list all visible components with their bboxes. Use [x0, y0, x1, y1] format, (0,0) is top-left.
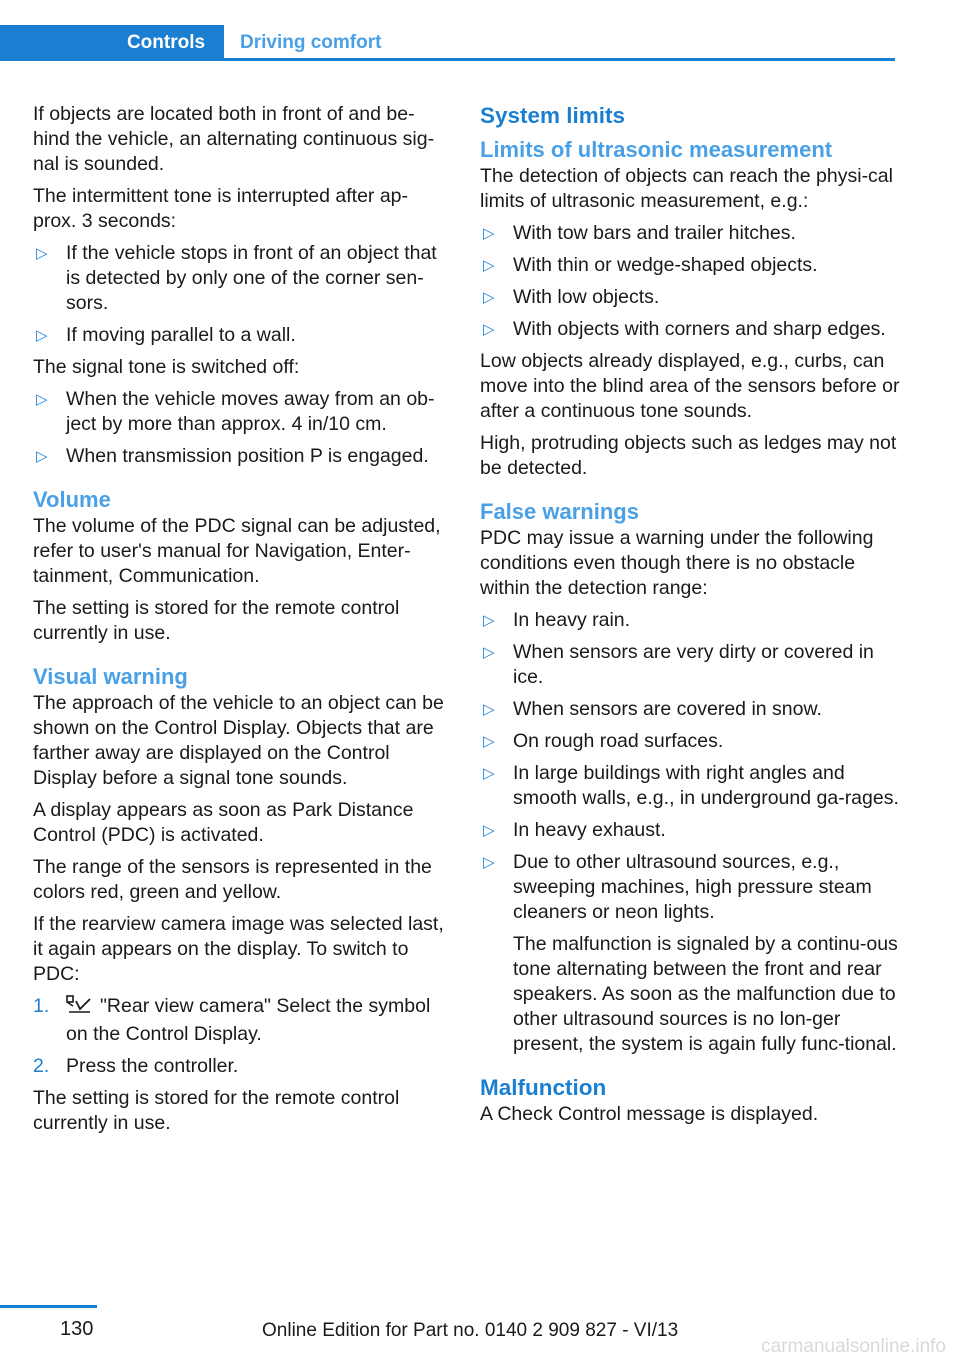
step-text: "Rear view camera" Select the symbol on the Control Display. — [66, 995, 431, 1045]
step-number: 2. — [33, 1055, 50, 1077]
triangle-bullet-icon: ▷ — [36, 391, 48, 408]
paragraph: The approach of the vehicle to an object can be shown on the Control Display. Objects that are farther away are displayed on the Control Display before a signal tone sounds. — [33, 692, 444, 789]
list-item-text: With low objects. — [513, 286, 660, 308]
section-heading: Volume — [33, 487, 111, 512]
paragraph: The setting is stored for the remote control currently in use. — [33, 597, 400, 644]
list-item — [480, 317, 900, 342]
bullet-list — [33, 241, 448, 348]
list-item — [480, 818, 900, 843]
paragraph: A display appears as soon as Park Distance Control (PDC) is activated. — [33, 799, 414, 846]
list-item-text: When sensors are covered in snow. — [513, 698, 822, 720]
triangle-bullet-icon: ▷ — [483, 321, 495, 338]
header-rule — [0, 58, 895, 61]
triangle-bullet-icon: ▷ — [36, 245, 48, 262]
step-text: Press the controller. — [66, 1055, 239, 1077]
section-heading: False warnings — [480, 499, 639, 524]
page-header — [0, 25, 895, 61]
left-column — [33, 102, 448, 1143]
paragraph: The intermittent tone is interrupted after ap-prox. 3 seconds: — [33, 185, 409, 232]
section-volume — [33, 486, 448, 646]
list-item — [33, 323, 448, 348]
page-number: 130 — [60, 1318, 94, 1340]
list-item-text: When sensors are very dirty or covered in ice. — [513, 641, 874, 688]
triangle-bullet-icon: ▷ — [483, 257, 495, 274]
list-item-text: When the vehicle moves away from an ob-ject by more than approx. 4 in/10 cm. — [66, 388, 435, 435]
page-number-rule — [0, 1305, 97, 1308]
right-column — [480, 102, 900, 1134]
triangle-bullet-icon: ▷ — [483, 701, 495, 718]
triangle-bullet-icon: ▷ — [36, 327, 48, 344]
section-false-warnings — [480, 498, 900, 1057]
triangle-bullet-icon: ▷ — [36, 448, 48, 465]
list-item-text: With thin or wedge-shaped objects. — [513, 254, 818, 276]
paragraph: The setting is stored for the remote control currently in use. — [33, 1087, 400, 1134]
step-item — [33, 1054, 448, 1079]
chapter-heading: System limits — [480, 103, 626, 128]
bullet-list — [480, 221, 900, 342]
tab-controls-label: Controls — [126, 32, 206, 53]
list-item — [480, 253, 900, 278]
list-item — [480, 697, 900, 722]
triangle-bullet-icon: ▷ — [483, 765, 495, 782]
paragraph: If the rearview camera image was selected last, it again appears on the display. To switch to PDC: — [33, 913, 444, 985]
paragraph: A Check Control message is displayed. — [480, 1103, 819, 1125]
list-item-text: In heavy exhaust. — [513, 819, 666, 841]
list-item-text: In heavy rain. — [513, 609, 631, 631]
paragraph: The volume of the PDC signal can be adjusted, refer to user's manual for Navigation, Enter-tainment, Communication. — [33, 515, 441, 587]
rear-view-camera-icon — [66, 995, 92, 1022]
section-heading: Limits of ultrasonic measurement — [480, 137, 833, 162]
step-item — [33, 994, 448, 1047]
list-item — [480, 729, 900, 754]
list-item-text: With tow bars and trailer hitches. — [513, 222, 796, 244]
list-item — [480, 640, 900, 690]
list-item — [480, 608, 900, 633]
list-item-note: The malfunction is signaled by a continu-ous tone alternating between the front and rear speakers. As soon as the malfunction due to other ultrasound sources is no lon-ger present, the system is again fully func-tional. — [513, 933, 898, 1055]
list-item — [480, 221, 900, 246]
paragraph: Low objects already displayed, e.g., curbs, can move into the blind area of the sensors before or after a continuous tone sounds. — [480, 350, 900, 422]
paragraph: The range of the sensors is represented in the colors red, green and yellow. — [33, 856, 432, 903]
section-visual-warning — [33, 663, 448, 1136]
tab-controls[interactable] — [0, 25, 224, 61]
list-item-text: On rough road surfaces. — [513, 730, 724, 752]
list-item-text: If moving parallel to a wall. — [66, 324, 296, 346]
edition-footer: Online Edition for Part no. 0140 2 909 827 - VI/13 — [262, 1320, 679, 1341]
list-item-text: If the vehicle stops in front of an object that is detected by only one of the corner sen-sors. — [66, 242, 437, 314]
watermark: carmanualsonline.info — [761, 1336, 946, 1357]
bullet-list — [33, 387, 448, 469]
chapter-heading: Malfunction — [480, 1075, 607, 1100]
step-number: 1. — [33, 995, 50, 1017]
triangle-bullet-icon: ▷ — [483, 733, 495, 750]
triangle-bullet-icon: ▷ — [483, 289, 495, 306]
list-item — [480, 761, 900, 811]
list-item-text: In large buildings with right angles and smooth walls, e.g., in underground ga-rages. — [513, 762, 899, 809]
step-list — [33, 994, 448, 1079]
paragraph: If objects are located both in front of and be-hind the vehicle, an alternating continuous sig-nal is sounded. — [33, 103, 435, 175]
paragraph: The detection of objects can reach the physi-cal limits of ultrasonic measurement, e.g.: — [480, 165, 893, 212]
paragraph: High, protruding objects such as ledges may not be detected. — [480, 432, 897, 479]
triangle-bullet-icon: ▷ — [483, 225, 495, 242]
triangle-bullet-icon: ▷ — [483, 854, 495, 871]
paragraph: PDC may issue a warning under the following conditions even though there is no obstacle within the detection range: — [480, 527, 874, 599]
list-item — [33, 387, 448, 437]
section-ultrasonic-limits — [480, 136, 900, 481]
paragraph: The signal tone is switched off: — [33, 356, 300, 378]
triangle-bullet-icon: ▷ — [483, 612, 495, 629]
list-item-text: Due to other ultrasound sources, e.g., sweeping machines, high pressure steam cleaners or neon lights. — [513, 851, 872, 923]
section-malfunction — [480, 1074, 900, 1127]
list-item — [33, 241, 448, 316]
list-item — [480, 285, 900, 310]
list-item — [33, 444, 448, 469]
list-item-text: With objects with corners and sharp edges. — [513, 318, 886, 340]
triangle-bullet-icon: ▷ — [483, 644, 495, 661]
list-item — [480, 850, 900, 1057]
tab-driving-comfort-label: Driving comfort — [240, 32, 382, 53]
section-heading: Visual warning — [33, 664, 188, 689]
list-item-text: When transmission position P is engaged. — [66, 445, 429, 467]
bullet-list — [480, 608, 900, 1057]
triangle-bullet-icon: ▷ — [483, 822, 495, 839]
tab-driving-comfort[interactable] — [240, 25, 381, 61]
